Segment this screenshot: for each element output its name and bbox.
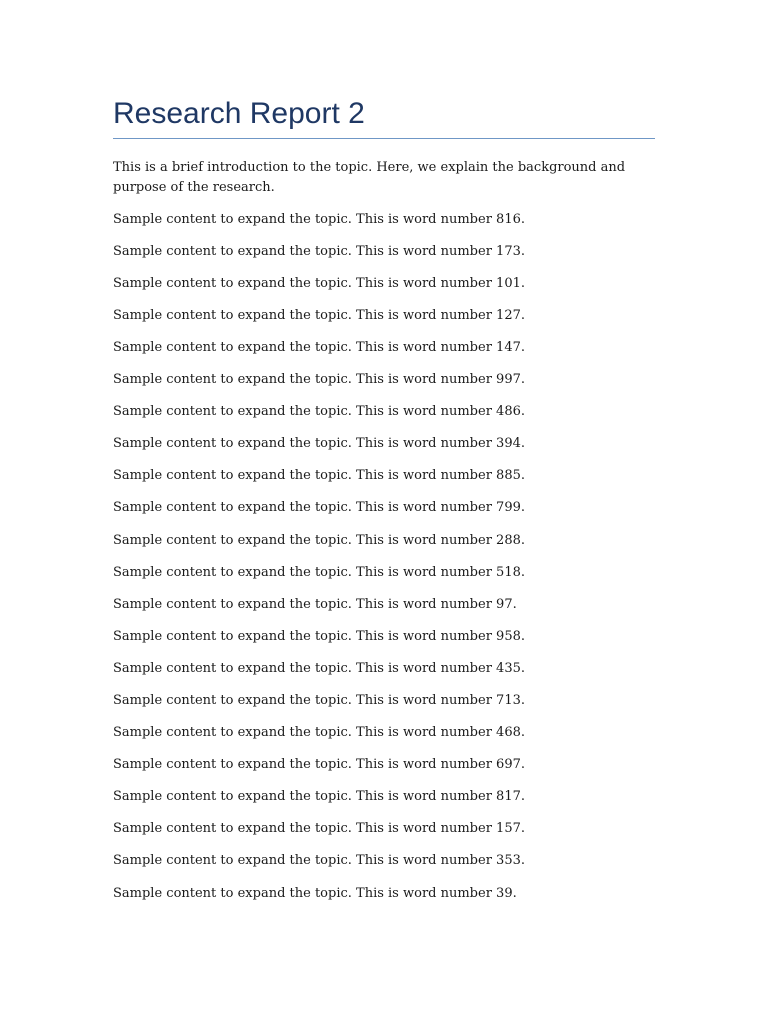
body-paragraph: Sample content to expand the topic. This is word number 39. [113,885,517,901]
body-paragraph: Sample content to expand the topic. This is word number 816. [113,211,525,227]
body-paragraph: Sample content to expand the topic. This is word number 157. [113,821,525,837]
body-paragraph: Sample content to expand the topic. This is word number 288. [113,532,525,548]
body-paragraph: Sample content to expand the topic. This is word number 394. [113,436,525,452]
page-title: Research Report 2 [113,96,655,139]
body-paragraph: Sample content to expand the topic. This is word number 885. [113,468,525,484]
intro-paragraph: This is a brief introduction to the topic. Here, we explain the background and purpose of the research. [113,160,626,195]
body-paragraph: Sample content to expand the topic. This is word number 817. [113,789,525,805]
body-paragraph: Sample content to expand the topic. This is word number 697. [113,757,525,773]
paragraph-list [113,210,655,903]
body-paragraph: Sample content to expand the topic. This is word number 353. [113,853,525,869]
body-paragraph: Sample content to expand the topic. This is word number 486. [113,404,525,420]
body-paragraph: Sample content to expand the topic. This is word number 713. [113,693,525,708]
document-page [113,96,655,903]
body-paragraph: Sample content to expand the topic. This is word number 147. [113,339,525,355]
body-paragraph: Sample content to expand the topic. This is word number 997. [113,372,525,388]
body-paragraph: Sample content to expand the topic. This is word number 173. [113,243,525,259]
body-paragraph: Sample content to expand the topic. This is word number 958. [113,628,525,644]
body-paragraph: Sample content to expand the topic. This is word number 468. [113,725,525,741]
body-paragraph: Sample content to expand the topic. This is word number 101. [113,275,525,291]
body-paragraph: Sample content to expand the topic. This is word number 127. [113,307,525,323]
body-paragraph: Sample content to expand the topic. This is word number 518. [113,564,525,580]
body-paragraph: Sample content to expand the topic. This is word number 435. [113,660,525,676]
body-paragraph: Sample content to expand the topic. This is word number 97. [113,596,517,612]
body-paragraph: Sample content to expand the topic. This is word number 799. [113,500,525,516]
